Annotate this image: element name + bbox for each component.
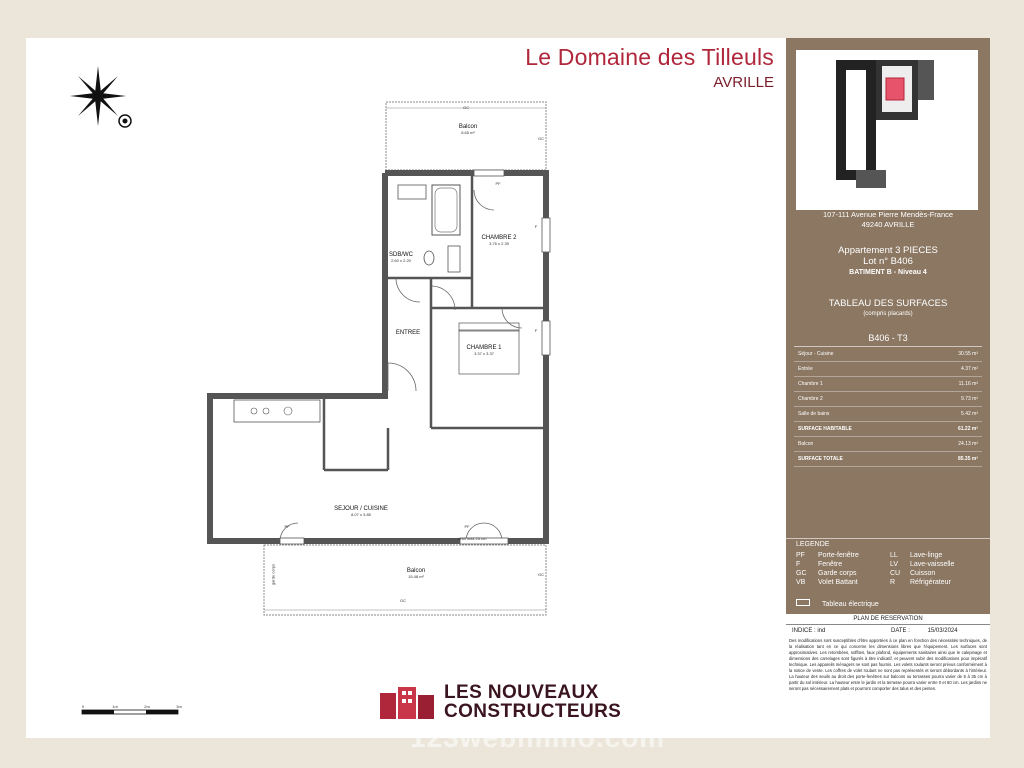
windows	[280, 170, 550, 544]
label-pf-sejour-right: PF	[464, 524, 470, 529]
surface-row: SURFACE TOTALE 85.35 m²	[794, 452, 982, 467]
project-title: Le Domaine des Tilleuls	[525, 44, 774, 70]
surface-row: Séjour - Cuisine 30.55 m²	[794, 347, 982, 362]
scale-tick-3: 3m	[176, 704, 182, 709]
surface-row: Chambre 1 11.16 m²	[794, 377, 982, 392]
scale-tick-0: 0	[81, 704, 85, 709]
watermark: 123webimmo.com	[410, 722, 666, 753]
label-gc-bottom-right: GC	[538, 572, 544, 577]
legend-row: GC Garde corps CU Cuisson	[796, 570, 936, 577]
apartment-info: Appartement 3 PIECES Lot n° B406 BATIMENT B - Niveau 4	[838, 245, 938, 276]
surfaces-table	[794, 330, 982, 467]
label-f-chambre1: F	[534, 328, 538, 333]
building-keymap	[796, 50, 978, 210]
label-entree: ENTREE	[395, 330, 421, 336]
label-garde-corps: garde corps	[270, 563, 276, 586]
brand-logo-icon	[380, 683, 440, 719]
label-sejour: SEJOUR / CUISINE 8.07 x 3.85	[334, 506, 388, 517]
balcony-top	[386, 102, 546, 170]
reservation-block: PLAN DE RESERVATION INDICE : ind DATE : 15/03/2024	[786, 614, 990, 638]
project-city: AVRILLE	[713, 74, 774, 91]
compass-rose-icon	[70, 66, 131, 127]
surface-row: Entrée 4.37 m²	[794, 362, 982, 377]
surface-row: Salle de bains 5.42 m²	[794, 407, 982, 422]
washbasin	[398, 185, 426, 199]
label-gc-top-right: GC	[538, 136, 544, 141]
address: 107-111 Avenue Pierre Mendès-France 49240 AVRILLE	[822, 210, 954, 229]
scale-bar	[82, 710, 178, 714]
bathtub	[432, 185, 460, 235]
label-pf-chambre2: PF	[495, 181, 501, 186]
label-chambre1: CHAMBRE 1 3.37 x 3.37	[466, 345, 502, 356]
legend-title: LEGENDE	[796, 541, 830, 548]
label-f-chambre2: F	[534, 224, 538, 229]
label-gc-top: GC	[463, 105, 469, 110]
surface-row: Balcon 24.13 m²	[794, 437, 982, 452]
surfaces-heading: B406 - T3	[794, 330, 982, 347]
surface-row: Chambre 2 9.73 m²	[794, 392, 982, 407]
label-chambre2: CHAMBRE 2 3.76 x 2.39	[481, 235, 517, 246]
label-sdb: SDB/WC 2.60 x 2.20	[389, 252, 413, 263]
legend-row: F Fenêtre LV Lave-vaisselle	[796, 561, 955, 568]
scale-tick-2: 2m	[144, 704, 150, 709]
surface-row: SURFACE HABITABLE 61.22 m²	[794, 422, 982, 437]
legend-panel: Tableau électrique	[796, 599, 879, 608]
legend-row: VB Volet Battant R Réfrigérateur	[796, 579, 951, 586]
surfaces-title: TABLEAU DES SURFACES (compris placards)	[828, 298, 948, 317]
kitchen-counter	[234, 400, 320, 422]
label-gc-bottom: GC	[400, 598, 406, 603]
floor-plan	[26, 38, 786, 738]
brand-name: LES NOUVEAUX CONSTRUCTEURS	[444, 682, 622, 722]
scale-tick-1: 1m	[112, 704, 118, 709]
project-header	[525, 44, 774, 91]
balcony-bottom	[264, 545, 546, 615]
disclaimer: Des modifications sont susceptibles d'être apportées à ce plan en fonction des nécessités techniques, de la réalisation tant en ce qui concerne les dimensions libres que l'équipement. Les surfaces sont approximatives. Les retombées, soffites, faux plafond, équipements sanitaires ainsi que le calepinage et dimensions des carrelages sont figurés à titre indicatif, et peuvent subir des modifications pour impératif technique. Les appareils ménagers ne sont pas fournis. Les volets roulants seront prévus conformément à la notice de vente. Les coffres de volet roulant ne sont pas représentés et seront débordants à l'intérieur. La hauteur des seuils au droit des porte-fenêtres sur balcons ou terrasses pourra varier de 5 à 35 cm à partir du sol intérieur. La hauteur entre le jardin et la terrasse pourra varier entre 0 et 60 cm. Les jardins ne seront pas nécessairement plats et pourront comporter des talus et des pentes.	[786, 638, 990, 738]
info-sidebar	[786, 38, 990, 738]
toilet	[424, 251, 434, 265]
label-balcon-bottom: Balcon 15.48 m²	[406, 568, 426, 579]
label-balcon-top: Balcon 8.65 m²	[458, 124, 478, 135]
label-seuil: seuil max 25 cm	[457, 536, 487, 541]
legend-row: PF Porte-fenêtre LL Lave-linge	[796, 552, 943, 559]
brand-logo	[380, 683, 640, 723]
apartment-walls	[210, 173, 546, 541]
label-pf-sejour-left: PF	[284, 524, 290, 529]
